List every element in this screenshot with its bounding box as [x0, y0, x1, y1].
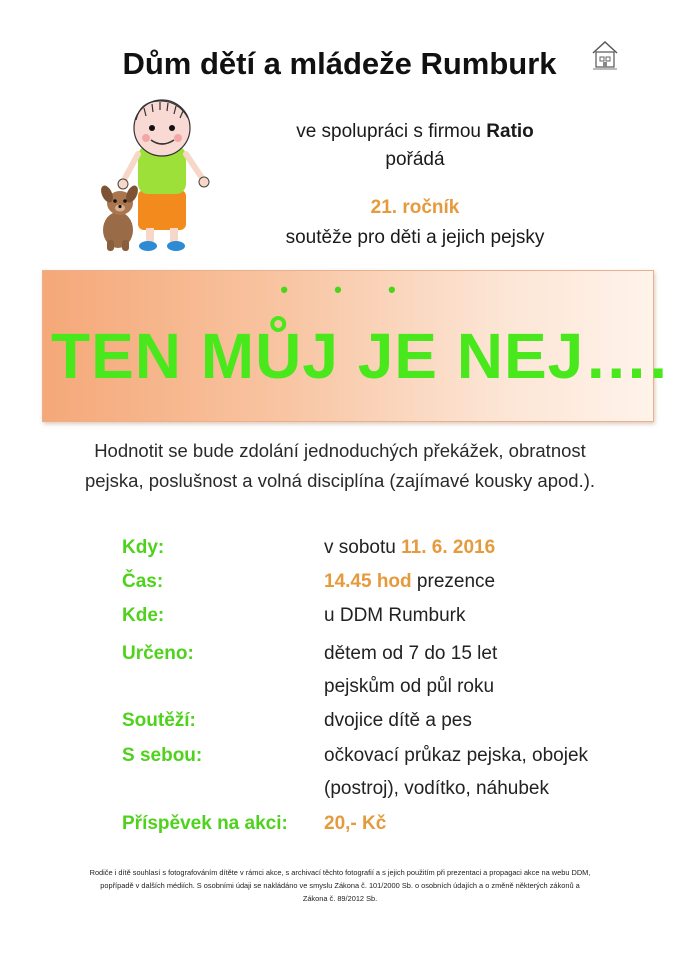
edition [240, 194, 590, 222]
detail-value [324, 571, 495, 593]
detail-label: Soutěží: [122, 710, 196, 731]
footer-line-3: Zákona č. 89/2012 Sb. [302, 894, 378, 903]
consent-footer [40, 866, 640, 905]
house-logo-icon [590, 38, 620, 72]
detail-row-sebou [0, 745, 679, 779]
detail-value: 20,- Kč [324, 813, 387, 834]
detail-label: Kde: [122, 605, 165, 626]
detail-value: dvojice dítě a pes [324, 710, 472, 731]
date-prefix: v sobotu [324, 537, 402, 558]
boy-with-dog-illustration [96, 98, 226, 258]
description [30, 436, 650, 496]
description-line-2: pejska, poslušnost a volná disciplína (zajímavé kousky apod.). [84, 470, 596, 491]
time-suffix: prezence [411, 571, 496, 592]
footer-line-2: popřípadě v dalších médiích. S osobními údaji se nakládáno ve smyslu Zákona č. 101/2000 Sb. o osobních údajích a o změně některých zákonů a [100, 881, 580, 890]
detail-row-soutezi [0, 710, 679, 744]
detail-row-urceno-2 [0, 676, 679, 710]
detail-row-cas [0, 571, 679, 605]
page-title: Dům dětí a mládeže Rumburk [122, 46, 557, 81]
detail-value: u DDM Rumburk [324, 605, 466, 626]
edition-text: 21. ročník [370, 197, 460, 218]
detail-value: dětem od 7 do 15 let [324, 643, 498, 664]
intro-line-1 [240, 118, 590, 146]
detail-value [324, 537, 495, 559]
detail-label: Určeno: [122, 643, 194, 664]
detail-row-prispevek [0, 813, 679, 847]
detail-row-sebou-2 [0, 778, 679, 812]
detail-label: Čas: [122, 571, 164, 592]
intro-prefix: ve spolupráci s firmou [296, 121, 487, 142]
detail-label: S sebou: [122, 745, 203, 766]
event-time: 14.45 hod [324, 571, 412, 592]
detail-row-kdy [0, 537, 679, 571]
title-banner [42, 270, 669, 422]
detail-label: Příspěvek na akci: [122, 813, 288, 834]
footer-line-1: Rodiče i dítě souhlasí s fotografováním dítěte v rámci akce, s archivací těchto fotografií a s jejich použitím při prezentaci a propagaci akce na webu DDM, [89, 868, 591, 877]
dog-figure [99, 184, 141, 251]
company-name: Ratio [486, 121, 534, 142]
description-line-1: Hodnotit se bude zdolání jednoduchých překážek, obratnost [94, 440, 586, 461]
event-subtitle: soutěže pro děti a jejich pejsky [285, 227, 545, 248]
event-date: 11. 6. 2016 [401, 537, 496, 558]
detail-row-urceno [0, 643, 679, 677]
banner-dots: • • • [280, 277, 416, 302]
detail-label: Kdy: [122, 537, 165, 558]
detail-value: očkovací průkaz pejska, obojek [324, 745, 589, 766]
detail-value: pejskům od půl roku [324, 676, 495, 697]
event-title: TEN MŮJ JE NEJ…. [51, 320, 669, 392]
detail-value: (postroj), vodítko, náhubek [324, 778, 549, 799]
intro-line-2: pořádá [385, 149, 445, 170]
detail-row-kde [0, 605, 679, 639]
